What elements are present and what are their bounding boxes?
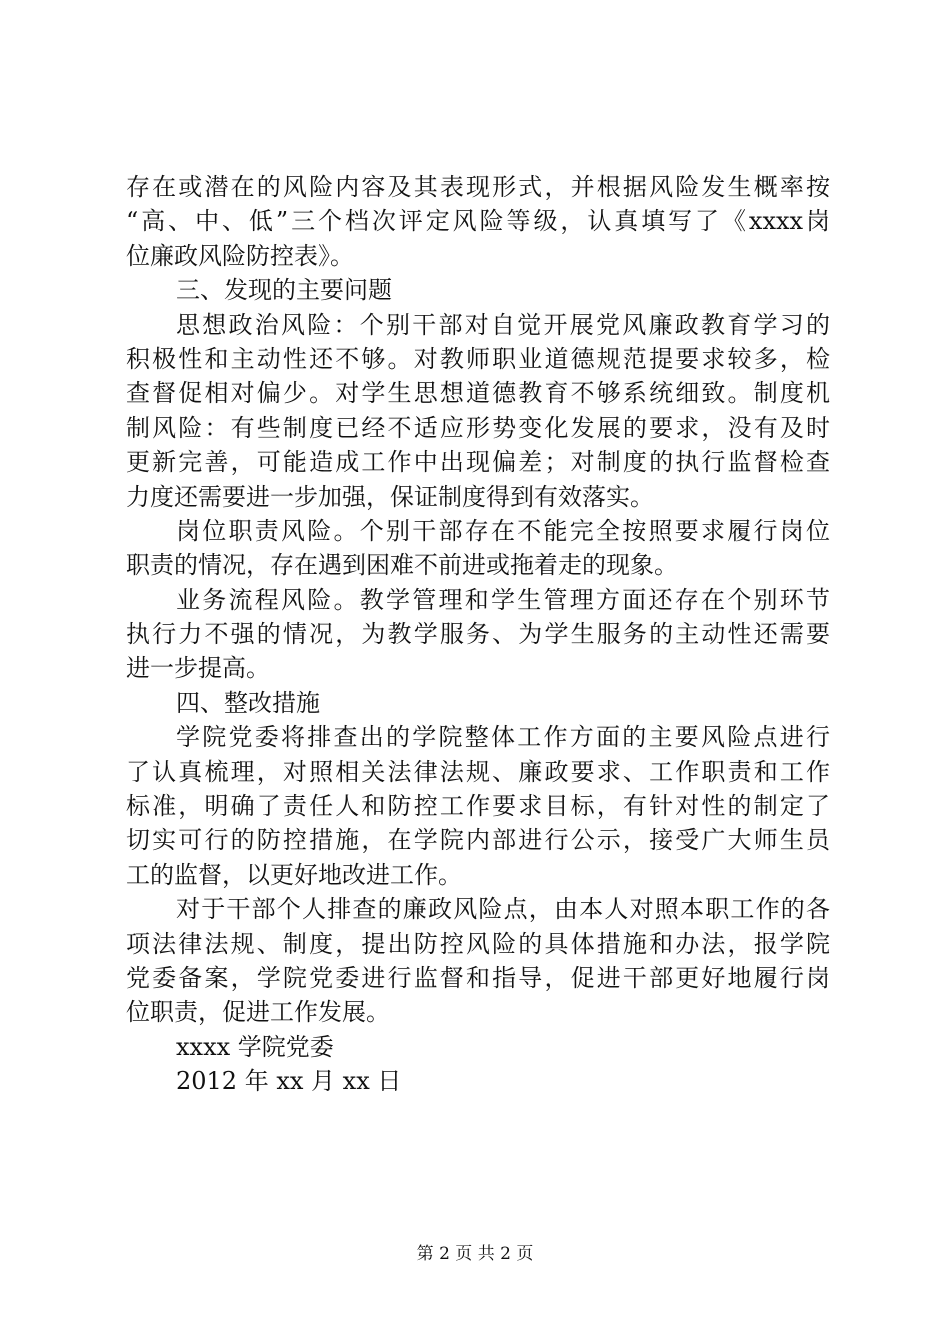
- text-line: 制风险：有些制度已经不适应形势变化发展的要求，没有及时: [126, 413, 830, 442]
- text-line: 职责的情况，存在遇到困难不前进或拖着走的现象。: [126, 551, 678, 580]
- paragraph: [126, 170, 830, 273]
- text-line: 2012 年 xx 月 xx 日: [176, 1067, 402, 1096]
- paragraph: [126, 1064, 830, 1098]
- text-line: 思想政治风险：个别干部对自觉开展党风廉政教育学习的: [176, 310, 830, 339]
- text-line: “高、中、低”三个档次评定风险等级，认真填写了《xxxx岗: [126, 207, 830, 236]
- text-line: 项法律法规、制度，提出防控风险的具体措施和办法，报学院: [126, 929, 830, 958]
- page-footer: 第 2 页 共 2 页: [416, 1244, 534, 1264]
- text-line: 位廉政风险防控表》。: [126, 241, 354, 270]
- text-line: 岗位职责风险。个别干部存在不能完全按照要求履行岗位: [176, 516, 830, 545]
- text-line: 进一步提高。: [126, 654, 270, 683]
- text-line: 存在或潜在的风险内容及其表现形式，并根据风险发生概率按: [126, 173, 830, 201]
- text-line: 了认真梳理，对照相关法律法规、廉政要求、工作职责和工作: [126, 757, 830, 786]
- text-line: xxxx 学院党委: [176, 1032, 334, 1061]
- paragraph: [126, 1030, 830, 1064]
- paragraph: [126, 583, 830, 686]
- text-line: 学院党委将排查出的学院整体工作方面的主要风险点进行: [176, 723, 830, 752]
- text-line: 位职责，促进工作发展。: [126, 998, 390, 1027]
- document-body: [126, 170, 830, 1099]
- paragraph: [126, 686, 830, 720]
- text-line: 积极性和主动性还不够。对教师职业道德规范提要求较多，检: [126, 344, 830, 373]
- paragraph: [126, 514, 830, 583]
- paragraph: [126, 308, 830, 514]
- text-line: 标准，明确了责任人和防控工作要求目标，有针对性的制定了: [126, 792, 830, 821]
- text-line: 查督促相对偏少。对学生思想道德教育不够系统细致。制度机: [126, 379, 830, 408]
- paragraph: [126, 720, 830, 892]
- text-line: 对于干部个人排查的廉政风险点，由本人对照本职工作的各: [176, 895, 830, 924]
- paragraph: [126, 273, 830, 307]
- text-line: 执行力不强的情况，为教学服务、为学生服务的主动性还需要: [126, 620, 830, 649]
- text-line: 工的监督，以更好地改进工作。: [126, 860, 462, 889]
- text-line: 力度还需要进一步加强，保证制度得到有效落实。: [126, 482, 654, 511]
- text-line: 更新完善，可能造成工作中出现偏差；对制度的执行监督检查: [126, 448, 830, 477]
- text-line: 业务流程风险。教学管理和学生管理方面还存在个别环节: [176, 585, 830, 614]
- text-line: 党委备案，学院党委进行监督和指导，促进干部更好地履行岗: [126, 963, 830, 992]
- text-line: 四、整改措施: [176, 688, 320, 717]
- text-line: 切实可行的防控措施，在学院内部进行公示，接受广大师生员: [126, 826, 830, 855]
- paragraph: [126, 892, 830, 1030]
- text-line: 三、发现的主要问题: [176, 276, 392, 305]
